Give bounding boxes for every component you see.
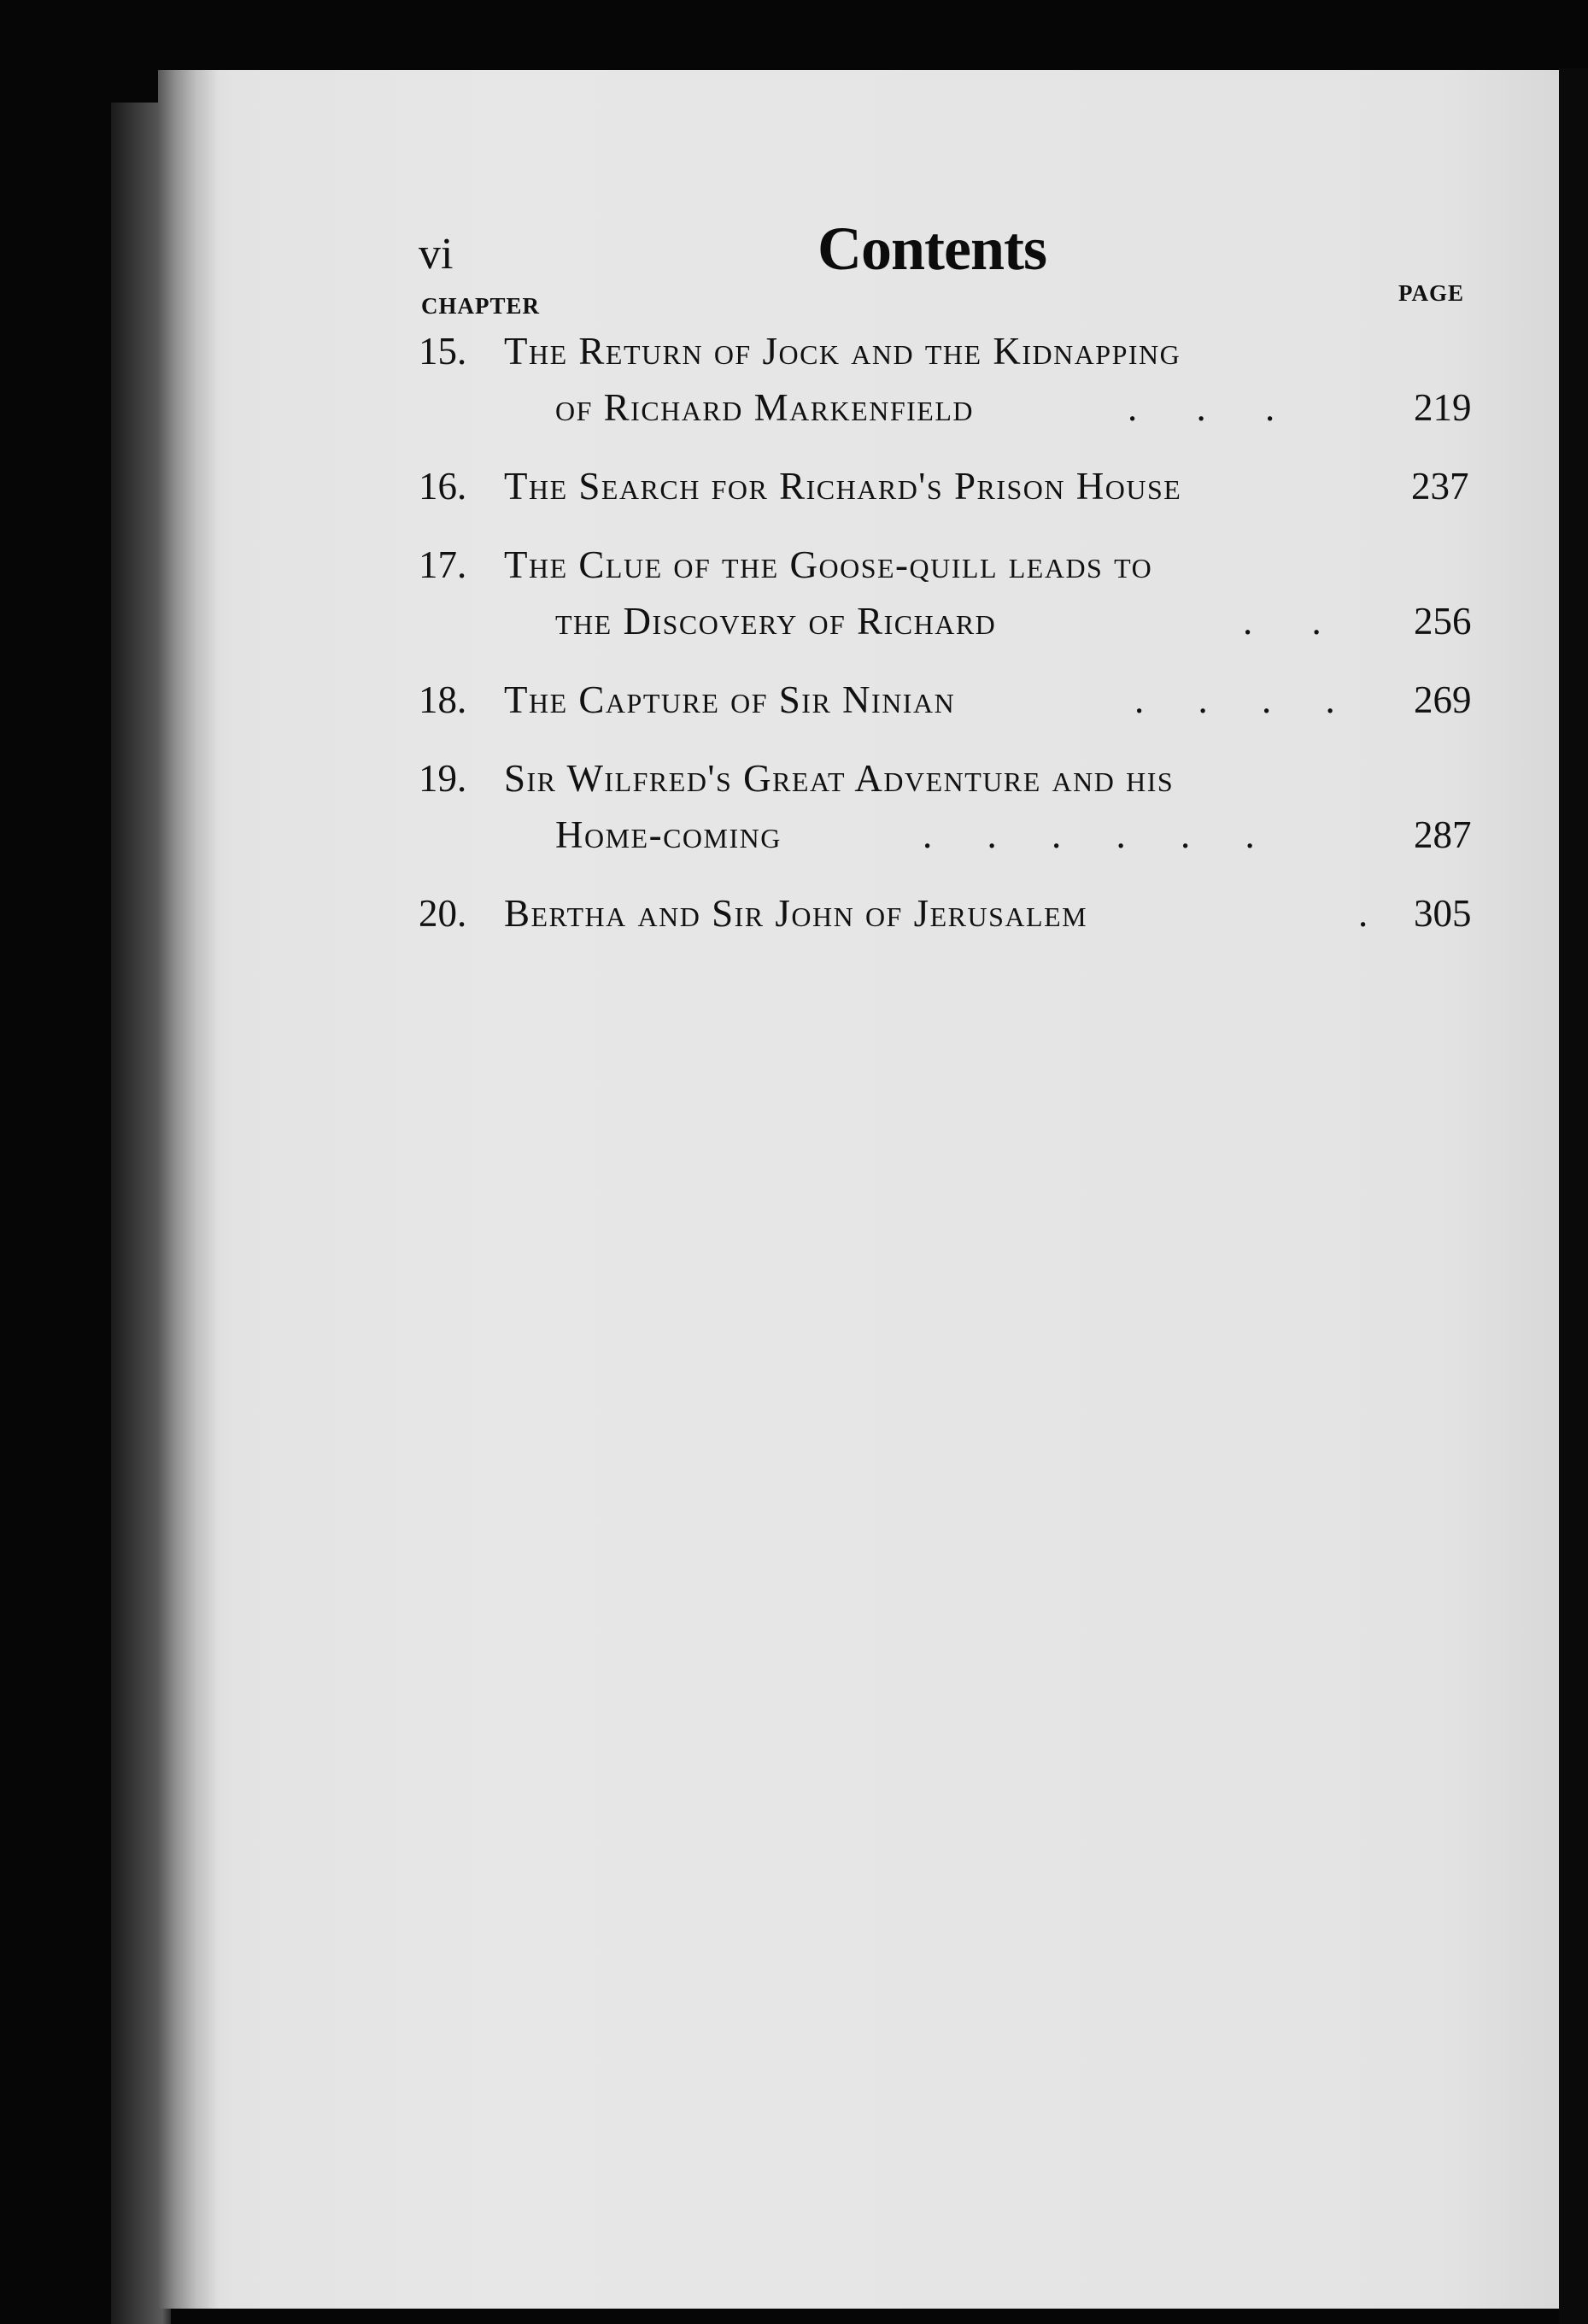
toc-entry-17 <box>419 537 1486 649</box>
chapter-number: 18. <box>419 678 467 721</box>
toc-entry-16 <box>419 458 1486 514</box>
chapter-title-line-1: The Search for Richard's Prison House <box>504 465 1182 508</box>
leader-dots: . . . <box>1128 386 1275 429</box>
chapter-title-line-1: Bertha and Sir John of Jerusalem <box>504 892 1088 935</box>
toc-entry-19 <box>419 750 1486 863</box>
table-of-contents <box>419 323 1486 964</box>
chapter-number: 15. <box>419 330 467 373</box>
toc-entry-15 <box>419 323 1486 436</box>
chapter-column-label: CHAPTER <box>421 293 541 319</box>
page-column-label: PAGE <box>1398 280 1464 306</box>
toc-entry-20 <box>419 885 1486 942</box>
chapter-title-line-2: of Richard Markenfield <box>555 386 974 429</box>
leader-dots: . . . . . . <box>923 813 1255 856</box>
page-number: 269 <box>1414 678 1472 721</box>
chapter-number: 17. <box>419 543 467 586</box>
chapter-title-line-1: The Return of Jock and the Kidnapping <box>504 330 1181 373</box>
page-header <box>419 214 1469 282</box>
page-number: 256 <box>1414 600 1472 643</box>
chapter-title-line-1: The Clue of the Goose-quill leads to <box>504 543 1153 586</box>
chapter-number: 20. <box>419 892 467 935</box>
page-number: 219 <box>1414 386 1472 429</box>
page-number: 237 <box>1411 465 1469 508</box>
page-title: Contents <box>817 214 1047 283</box>
chapter-title-line-2: the Discovery of Richard <box>555 600 997 643</box>
chapter-title-line-1: Sir Wilfred's Great Adventure and his <box>504 757 1175 800</box>
right-edge-shadow <box>1559 68 1588 2324</box>
leader-dots: . . <box>1243 600 1321 643</box>
chapter-number: 19. <box>419 757 467 800</box>
chapter-title-line-1: The Capture of Sir Ninian <box>504 678 956 721</box>
chapter-number: 16. <box>419 465 467 508</box>
chapter-title-line-2: Home-coming <box>555 813 782 856</box>
toc-entry-18 <box>419 672 1486 728</box>
gutter-shadow <box>158 70 218 2309</box>
folio-number: vi <box>419 230 454 279</box>
page-number: 287 <box>1414 813 1472 856</box>
leader-dots: . <box>1358 892 1368 935</box>
leader-dots: . . . . <box>1134 678 1335 721</box>
page-number: 305 <box>1414 892 1472 935</box>
